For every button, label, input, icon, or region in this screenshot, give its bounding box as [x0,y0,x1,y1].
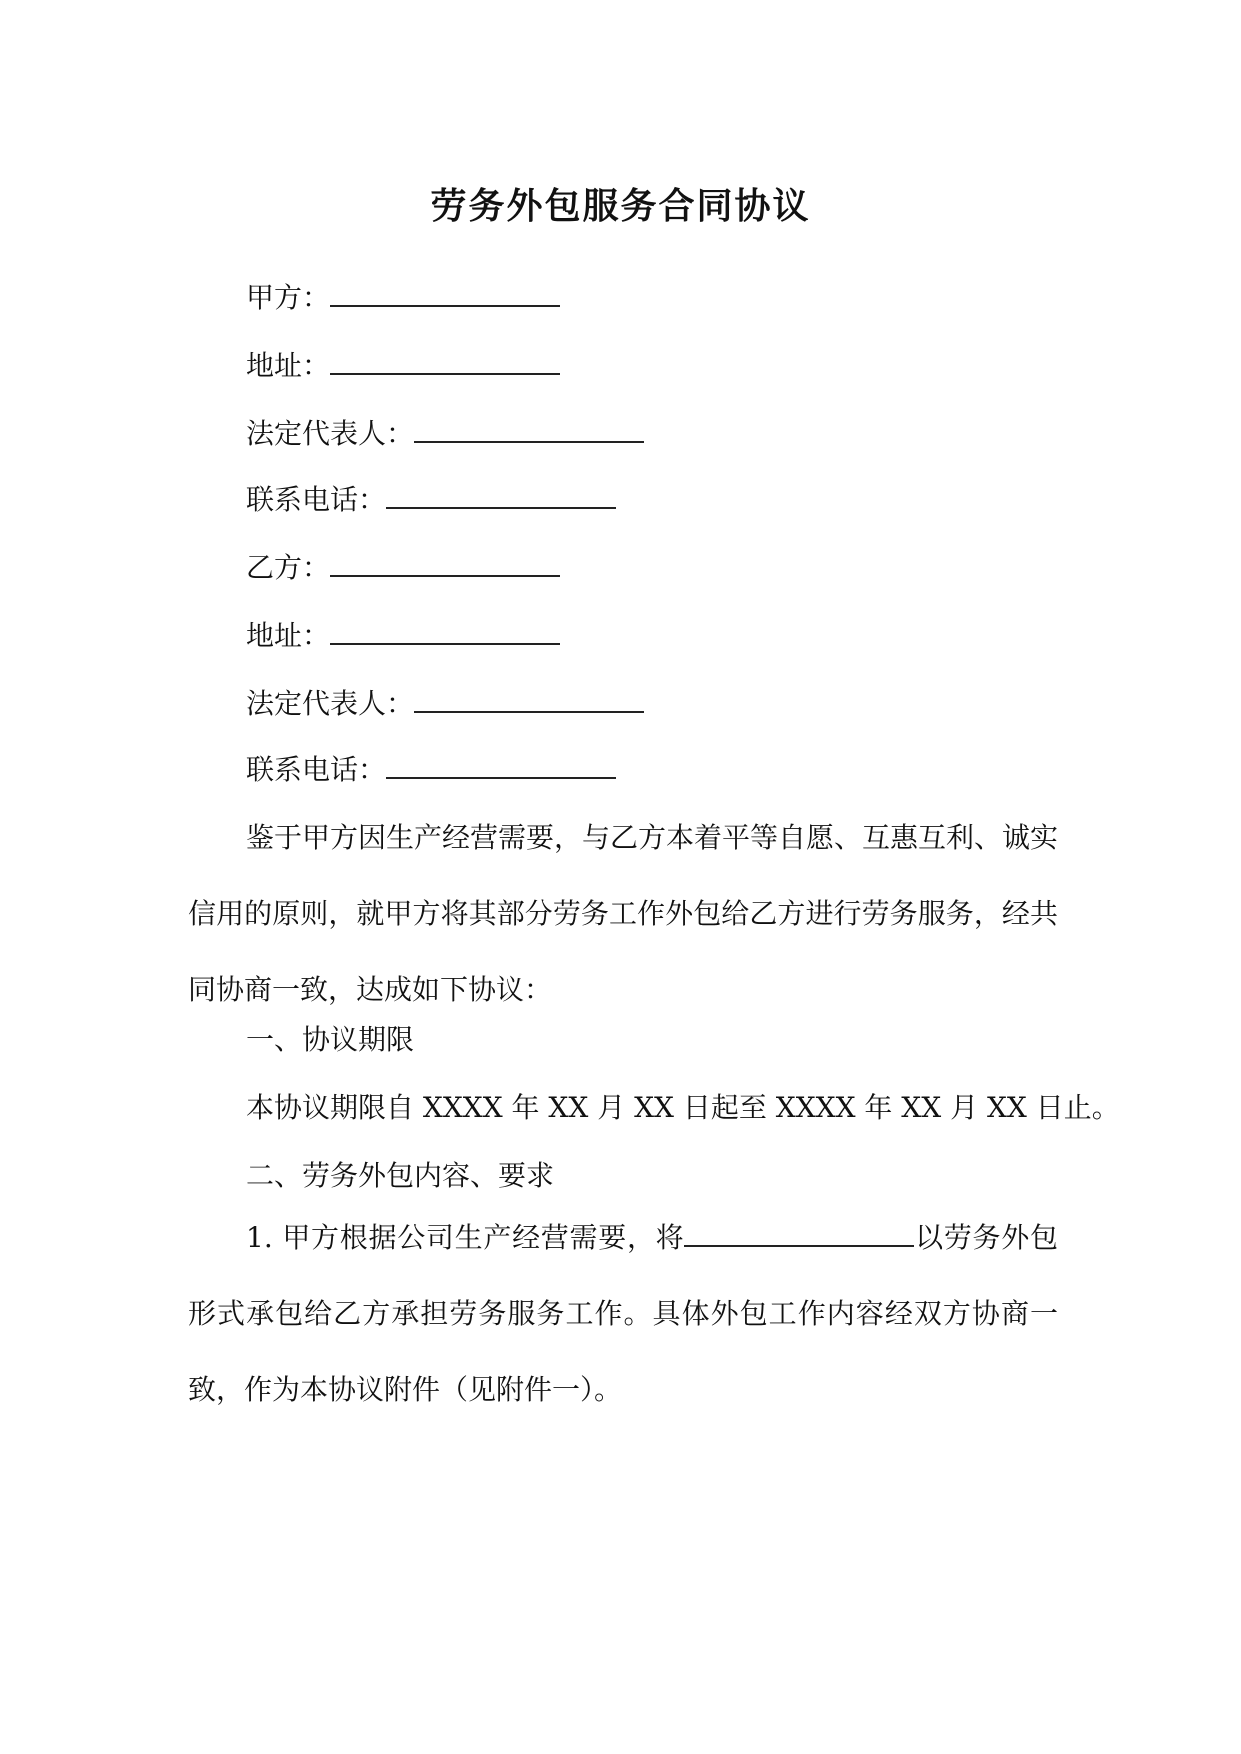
party-a-phone-line [246,480,616,520]
party-b-phone-line [246,750,616,790]
party-a-name-line [246,278,560,318]
item1-prefix: 1. 甲方根据公司生产经营需要，将 [246,1221,685,1254]
party-b-phone-blank[interactable] [386,751,616,779]
party-b-name-line [246,548,560,588]
party-a-rep-line [246,414,644,454]
party-a-name-label: 甲方： [246,281,331,314]
party-b-address-blank[interactable] [330,617,560,645]
party-b-address-line [246,616,560,656]
item1-suffix: 以劳务外包形式承包给乙方承担劳务服务工作。具体外包工作内容经双方协商一致，作为本协议附件（见附件一）。 [188,1221,1058,1406]
party-a-address-blank[interactable] [330,347,560,375]
party-b-rep-blank[interactable] [414,685,644,713]
item1-paragraph [188,1200,1058,1428]
preamble-paragraph: 鉴于甲方因生产经营需要，与乙方本着平等自愿、互惠互利、诚实信用的原则，就甲方将其部分劳务工作外包给乙方进行劳务服务，经共同协商一致，达成如下协议： [188,821,1059,1006]
party-b-rep-label: 法定代表人： [246,687,415,720]
party-a-rep-label: 法定代表人： [246,417,415,450]
party-a-address-label: 地址： [246,349,331,382]
party-b-rep-line [246,684,644,724]
section1-text: 本协议期限自 XXXX 年 XX 月 XX 日起至 XXXX 年 XX 月 XX 日止。 [246,1091,1120,1124]
party-a-rep-blank[interactable] [414,415,644,443]
party-b-name-label: 乙方： [246,551,331,584]
party-a-phone-blank[interactable] [386,481,616,509]
party-a-name-blank[interactable] [330,279,560,307]
party-b-address-label: 地址： [246,619,331,652]
party-a-address-line [246,346,560,386]
document-title: 劳务外包服务合同协议 [430,185,811,227]
section2-heading: 二、劳务外包内容、要求 [246,1159,555,1192]
party-a-phone-label: 联系电话： [246,483,387,516]
party-b-phone-label: 联系电话： [246,753,387,786]
item1-blank[interactable] [684,1219,914,1247]
section1-heading: 一、协议期限 [246,1023,415,1056]
party-b-name-blank[interactable] [330,549,560,577]
